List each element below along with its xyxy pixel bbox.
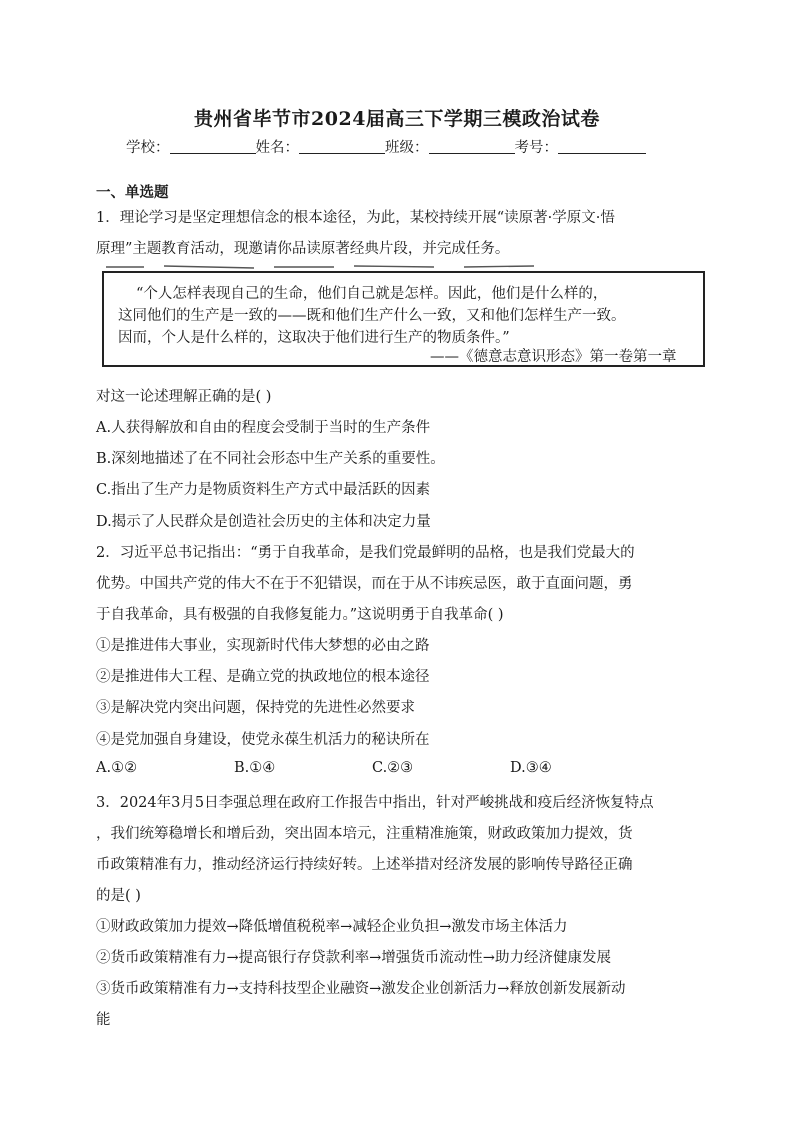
q1-line-2: 原理”主题教育活动，现邀请你品读原著经典片段，并完成任务。	[96, 241, 510, 257]
class-blank[interactable]	[429, 139, 515, 154]
quote-line-3: 因而，个人是什么样的，这取决于他们进行生产的物质条件。”	[118, 330, 510, 346]
number-blank[interactable]	[558, 139, 646, 154]
name-blank[interactable]	[299, 139, 385, 154]
school-blank[interactable]	[170, 139, 256, 154]
q3-statement-3-cont: 能	[96, 1012, 111, 1028]
name-label: 姓名：	[255, 140, 299, 156]
q3-line-4: 的是( )	[96, 888, 141, 904]
q1-stem: 对这一论述理解正确的是( )	[96, 389, 272, 405]
q1-line-1: 1．理论学习是坚定理想信念的根本途径，为此，某校持续开展“读原著·学原文·悟	[96, 210, 615, 226]
q2-line-1: 2．习近平总书记指出：“勇于自我革命，是我们党最鲜明的品格，也是我们党最大的	[96, 545, 635, 561]
q3-line-3: 币政策精准有力，推动经济运行持续好转。上述举措对经济发展的影响传导路径正确	[96, 857, 633, 873]
q3-statement-2: ②货币政策精准有力→提高银行存贷款利率→增强货币流动性→助力经济健康发展	[96, 950, 611, 966]
section-heading: 一、单选题	[96, 184, 169, 201]
quote-box	[102, 271, 705, 367]
number-label: 考号：	[514, 140, 558, 156]
quote-source: ——《德意志意识形态》第一卷第一章	[430, 349, 677, 365]
quote-line-1: “个人怎样表现自己的生命，他们自己就是怎样。因此，他们是什么样的，	[136, 286, 608, 302]
q1-option-c[interactable]: C.指出了生产力是物质资料生产方式中最活跃的因素	[96, 482, 431, 498]
class-label: 班级：	[385, 140, 429, 156]
q2-statement-2: ②是推进伟大工程、是确立党的执政地位的根本途径	[96, 669, 430, 685]
q1-option-a[interactable]: A.人获得解放和自由的程度会受制于当时的生产条件	[96, 420, 431, 436]
q2-option-a[interactable]: A.①②	[96, 760, 138, 776]
scan-artifact-marks	[104, 264, 544, 270]
q2-option-d[interactable]: D.③④	[510, 760, 552, 776]
q1-option-d[interactable]: D.揭示了人民群众是创造社会历史的主体和决定力量	[96, 514, 431, 530]
q2-line-3: 于自我革命，具有极强的自我修复能力。”这说明勇于自我革命( )	[96, 607, 504, 623]
q3-statement-1: ①财政政策加力提效→降低增值税税率→减轻企业负担→激发市场主体活力	[96, 919, 568, 935]
exam-title: 贵州省毕节市2024届高三下学期三模政治试卷	[194, 108, 600, 130]
q2-line-2: 优势。中国共产党的伟大不在于不犯错误，而在于从不讳疾忌医，敢于直面问题，勇	[96, 576, 633, 592]
q3-line-1: 3．2024年3月5日李强总理在政府工作报告中指出，针对严峻挑战和疫后经济恢复特点	[96, 795, 654, 811]
q2-option-c[interactable]: C.②③	[372, 760, 414, 776]
q2-statement-1: ①是推进伟大事业，实现新时代伟大梦想的必由之路	[96, 638, 430, 654]
q3-statement-3: ③货币政策精准有力→支持科技型企业融资→激发企业创新活力→释放创新发展新动	[96, 981, 626, 997]
q2-statement-3: ③是解决党内突出问题，保持党的先进性必然要求	[96, 700, 415, 716]
q2-option-b[interactable]: B.①④	[234, 760, 276, 776]
student-info-line	[126, 136, 646, 157]
q3-line-2: ，我们统筹稳增长和增后劲，突出固本培元，注重精准施策，财政政策加力提效，货	[96, 826, 633, 842]
q2-statement-4: ④是党加强自身建设，使党永葆生机活力的秘诀所在	[96, 732, 430, 748]
q1-option-b[interactable]: B.深刻地描述了在不同社会形态中生产关系的重要性。	[96, 451, 445, 467]
quote-line-2: 这同他们的生产是一致的——既和他们生产什么一致，又和他们怎样生产一致。	[118, 308, 626, 324]
school-label: 学校：	[126, 140, 170, 156]
